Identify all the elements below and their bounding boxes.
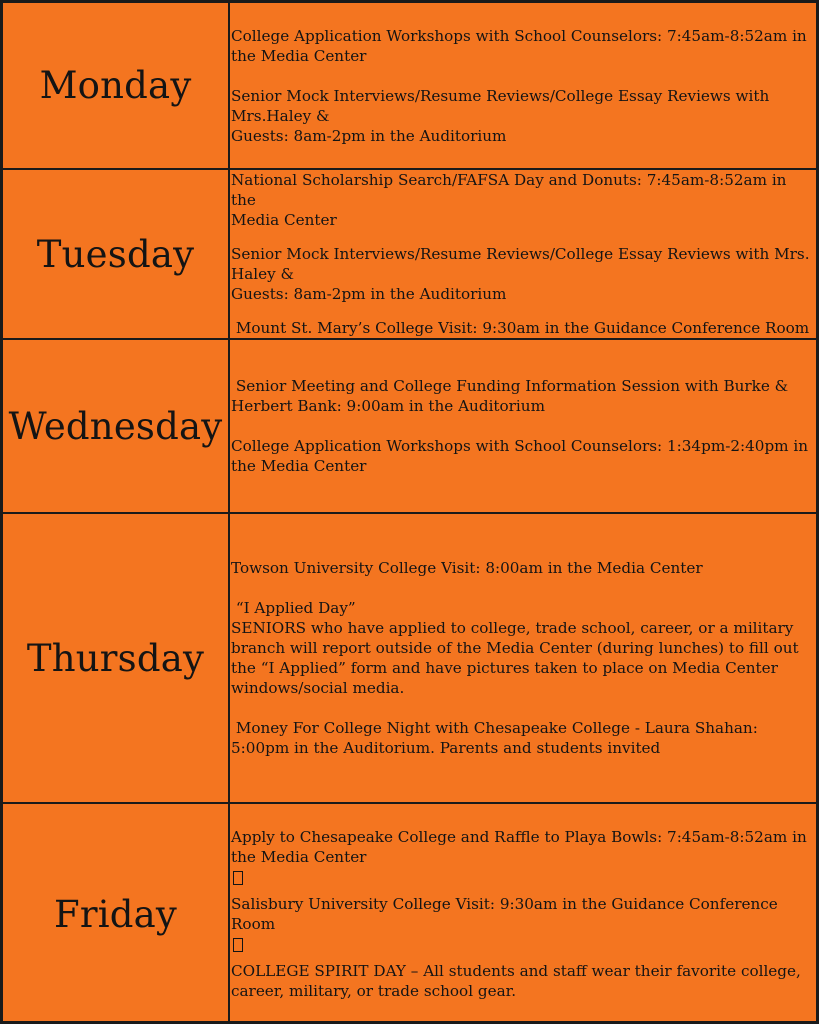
- schedule-row-monday: [3, 3, 819, 170]
- day-label: Monday: [3, 3, 230, 168]
- schedule-row-wednesday: [3, 340, 819, 514]
- event-text: Money For College Night with Chesapeake College - Laura Shahan: 5:00pm in the Auditorium. Parents and students invited: [231, 719, 758, 757]
- day-label: Thursday: [3, 514, 230, 802]
- event-cell: [230, 3, 819, 168]
- schedule-row-friday: [3, 804, 819, 1024]
- event-cell: [230, 804, 819, 1024]
- event-text: Senior Meeting and College Funding Information Session with Burke & Herbert Bank: 9:00am in the Auditorium: [231, 377, 789, 415]
- event-text: Towson University College Visit: 8:00am in the Media Center: [231, 559, 703, 577]
- event-text: Salisbury University College Visit: 9:30am in the Guidance Conference Room: [231, 895, 778, 933]
- day-label: Wednesday: [3, 340, 230, 512]
- day-label: Friday: [3, 804, 230, 1024]
- event-cell: [230, 170, 819, 338]
- event-cell: [230, 340, 819, 512]
- schedule-row-thursday: [3, 514, 819, 804]
- event-text: National Scholarship Search/FAFSA Day and Donuts: 7:45am-8:52am in the Media Center: [231, 171, 787, 229]
- event-text: COLLEGE SPIRIT DAY – All students and staff wear their favorite college, career, military, or trade school gear.: [231, 962, 801, 1000]
- missing-glyph-box-icon: [233, 938, 243, 952]
- schedule-row-tuesday: [3, 170, 819, 340]
- day-label: Tuesday: [3, 170, 230, 338]
- event-cell: [230, 514, 819, 802]
- event-text: Senior Mock Interviews/Resume Reviews/College Essay Reviews with Mrs. Haley & Guests: 8am-2pm in the Auditorium: [231, 245, 810, 303]
- event-text: Senior Mock Interviews/Resume Reviews/College Essay Reviews with Mrs.Haley & Guests: 8am-2pm in the Auditorium: [231, 86, 770, 145]
- missing-glyph-box-icon: [233, 871, 243, 885]
- event-text: College Application Workshops with School Counselors: 1:34pm-2:40pm in the Media Center: [231, 437, 809, 475]
- event-text: Mount St. Mary’s College Visit: 9:30am in the Guidance Conference Room: [231, 319, 810, 337]
- event-text: Apply to Chesapeake College and Raffle to Playa Bowls: 7:45am-8:52am in the Media Center: [231, 828, 807, 866]
- event-text: “I Applied Day” SENIORS who have applied to college, trade school, career, or a military branch will report outside of the Media Center (during lunches) to fill out the “I Applied” form and have pictures taken to place on Media Center windows/social media.: [231, 599, 799, 697]
- event-text: College Application Workshops with School Counselors: 7:45am-8:52am in the Media Center: [231, 26, 807, 65]
